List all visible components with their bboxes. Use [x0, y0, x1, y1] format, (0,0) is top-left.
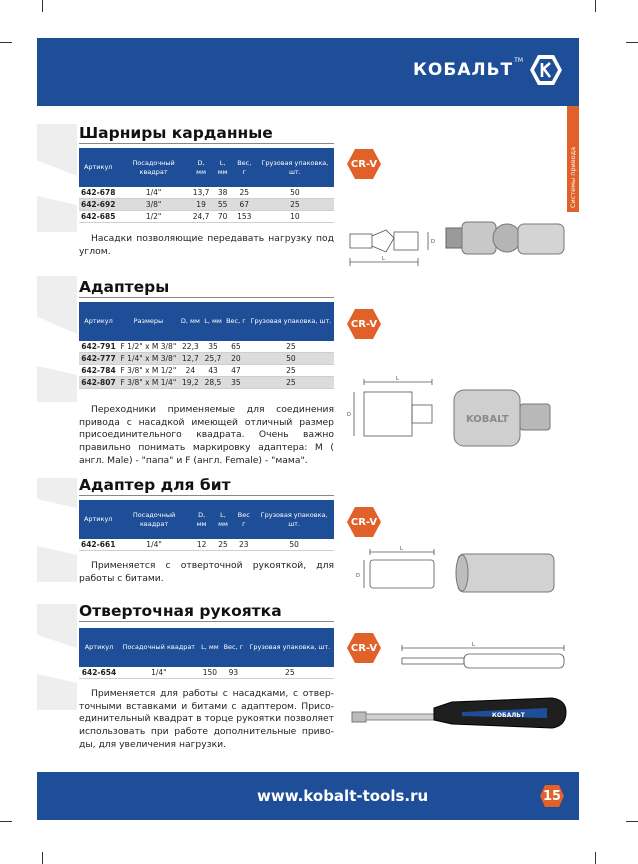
table-cell: 3/8"	[117, 199, 189, 211]
table-cell: 153	[233, 211, 256, 223]
table-cell: 50	[254, 539, 334, 551]
header-bar	[37, 38, 579, 106]
table-cell: 12,7	[179, 353, 202, 365]
column-header: Артикул	[79, 148, 117, 187]
table-cell: 24,7	[190, 211, 213, 223]
table-cell: 35	[224, 377, 248, 389]
table-cell: 25	[248, 365, 334, 377]
crop-mark	[42, 0, 43, 12]
crop-mark	[626, 42, 638, 43]
trademark-symbol: TM	[514, 56, 523, 64]
table-cell: 50	[248, 353, 334, 365]
section-decoration	[37, 478, 77, 508]
table-cell: 1/2"	[117, 211, 189, 223]
section-title: Адаптер для бит	[79, 476, 231, 494]
table-cell: 25	[233, 187, 256, 199]
spec-table	[79, 500, 334, 551]
table-cell: F 1/4" x M 3/8"	[118, 353, 179, 365]
side-tab-label: Системы привода	[569, 146, 577, 208]
table-cell: 642-661	[81, 540, 116, 549]
section-decoration	[37, 604, 77, 648]
dimension-label: L	[400, 546, 403, 552]
section-description	[79, 233, 334, 258]
table-cell: 22,3	[179, 341, 202, 353]
brand-logo	[413, 54, 563, 86]
cr-v-badge	[346, 148, 382, 180]
column-header: Вес, г	[224, 302, 248, 341]
section-decoration	[37, 196, 77, 232]
table-cell: 47	[224, 365, 248, 377]
table-cell: 642-685	[81, 212, 116, 221]
product-engraving: КОБАЛЬТ	[492, 712, 525, 719]
table-cell: 25	[213, 539, 234, 551]
column-header: Посадочный квадрат	[117, 148, 189, 187]
table-cell: 93	[221, 667, 246, 679]
table-row	[79, 353, 334, 365]
crop-mark	[595, 0, 596, 12]
dimension-label: L	[472, 642, 475, 648]
table-cell: 50	[256, 187, 334, 199]
table-row	[79, 199, 334, 211]
table-cell: 20	[224, 353, 248, 365]
column-header: Артикул	[79, 500, 117, 539]
table-row	[79, 377, 334, 389]
table-cell: 35	[202, 341, 224, 353]
section-decoration	[37, 276, 77, 334]
cr-v-label: CR-V	[350, 158, 378, 170]
table-cell: 642-777	[79, 353, 118, 365]
cr-v-badge	[346, 308, 382, 340]
screwdriver-photo	[352, 698, 566, 728]
table-cell: 10	[256, 211, 334, 223]
cr-v-label: CR-V	[350, 642, 378, 654]
section-decoration	[37, 124, 77, 176]
table-cell: 65	[224, 341, 248, 353]
section-title: Отверточная рукоятка	[79, 602, 282, 620]
table-cell: 25	[246, 667, 334, 679]
spec-table	[79, 148, 334, 223]
cr-v-label: CR-V	[350, 318, 378, 330]
column-header: D, мм	[190, 148, 213, 187]
column-header: Грузовая упаковка, шт.	[246, 628, 334, 667]
column-header: Посадочный квадрат	[119, 628, 199, 667]
table-cell: 25,7	[202, 353, 224, 365]
dimension-label: D	[347, 412, 351, 418]
table-cell: 25	[248, 377, 334, 389]
column-header: Посадочный квадрат	[117, 500, 190, 539]
section-decoration	[37, 546, 77, 582]
description-text: Насадки позволяющие передавать нагрузку под углом.	[79, 233, 334, 257]
column-header: Грузовая упаковка, шт.	[248, 302, 334, 341]
table-cell: 1/4"	[117, 539, 190, 551]
table-cell: 12	[191, 539, 213, 551]
table-cell: 19	[190, 199, 213, 211]
table-cell: 642-784	[79, 365, 118, 377]
table-cell: 642-807	[79, 377, 118, 389]
table-row	[79, 365, 334, 377]
column-header: Артикул	[79, 628, 119, 667]
table-cell: 25	[248, 341, 334, 353]
page-number-badge	[539, 784, 565, 808]
section-title: Шарниры карданные	[79, 124, 273, 142]
adapter-photo	[454, 390, 550, 446]
footer-bar	[37, 772, 579, 820]
table-cell: 43	[202, 365, 224, 377]
universal-joint-photo	[446, 222, 564, 254]
table-cell: 150	[199, 667, 221, 679]
column-header: D, мм	[191, 500, 213, 539]
table-cell: 70	[212, 211, 232, 223]
section-description	[79, 688, 334, 751]
bit-adapter-diagram	[342, 540, 577, 602]
cr-v-badge	[346, 506, 382, 538]
adapter-diagram	[342, 372, 577, 464]
section-divider	[79, 495, 334, 496]
column-header: Артикул	[79, 302, 118, 341]
spec-table	[79, 302, 334, 389]
column-header: Грузовая упаковка, шт.	[256, 148, 334, 187]
table-cell: 23	[233, 539, 254, 551]
table-row	[79, 187, 334, 199]
section-decoration	[37, 674, 77, 710]
column-header: L, мм	[213, 500, 234, 539]
table-cell: 642-678	[81, 188, 116, 197]
section-description	[79, 560, 334, 585]
table-cell: F 3/8" x M 1/2"	[118, 365, 179, 377]
table-row	[79, 211, 334, 223]
spec-table	[79, 628, 334, 679]
screwdriver-diagram	[342, 634, 577, 752]
column-header: Вес, г	[221, 628, 246, 667]
crop-mark	[0, 42, 12, 43]
table-cell: 1/4"	[117, 187, 189, 199]
table-cell: 24	[179, 365, 202, 377]
table-cell: F 3/8" x M 1/4"	[118, 377, 179, 389]
section-divider	[79, 143, 334, 144]
section-divider	[79, 621, 334, 622]
table-cell: 19,2	[179, 377, 202, 389]
table-row	[79, 341, 334, 353]
description-text: Переходники применяемые для соединения привода с насадкой имеющей отличный размер присоединительного квадрата. Очень важно правильно понимать маркировку адаптера: M ( англ. Male) - "папа" и F (англ. Female) - "мама".	[79, 404, 334, 466]
website-link[interactable]: www.kobalt-tools.ru	[257, 787, 429, 805]
table-cell: 38	[212, 187, 232, 199]
table-cell: 642-791	[79, 341, 118, 353]
dimension-label: D	[431, 239, 435, 245]
description-text: Применяется для работы с насадками, с отвер-точными вставками и битами с адаптером. Присо-единительный квадрат в торце рукоятки позволяет использовать при работе дополнительные приво-ды, для увеличения нагрузки.	[79, 688, 334, 750]
table-cell: 28,5	[202, 377, 224, 389]
cr-v-label: CR-V	[350, 516, 378, 528]
column-header: D, мм	[179, 302, 202, 341]
section-divider	[79, 297, 334, 298]
crop-mark	[0, 821, 12, 822]
page-number: 15	[542, 788, 562, 804]
logo-text: КОБАЛЬТ	[413, 60, 514, 80]
column-header: Размеры	[118, 302, 179, 341]
crop-mark	[595, 852, 596, 864]
table-cell: 642-654	[79, 667, 119, 679]
kobalt-hex-logo-icon	[529, 54, 563, 86]
crop-mark	[42, 852, 43, 864]
description-text: Применяется с отверточной рукояткой, для работы с битами.	[79, 560, 334, 584]
table-cell: 1/4"	[119, 667, 199, 679]
column-header: L, мм	[212, 148, 232, 187]
table-cell: 25	[256, 199, 334, 211]
table-cell: 55	[212, 199, 232, 211]
dimension-label: D	[356, 573, 360, 579]
column-header: L, мм	[202, 302, 224, 341]
table-cell: 642-692	[81, 200, 116, 209]
table-cell: 67	[233, 199, 256, 211]
crop-mark	[626, 821, 638, 822]
column-header: Вес г	[233, 500, 254, 539]
dimension-label: L	[396, 376, 399, 382]
table-row	[79, 539, 334, 551]
table-cell: 13,7	[190, 187, 213, 199]
section-description	[79, 404, 334, 467]
section-decoration	[37, 366, 77, 402]
product-engraving: KOBALT	[466, 414, 509, 425]
column-header: L, мм	[199, 628, 221, 667]
section-title: Адаптеры	[79, 278, 170, 296]
universal-joint-diagram	[342, 212, 577, 270]
table-cell: F 1/2" x M 3/8"	[118, 341, 179, 353]
table-row	[79, 667, 334, 679]
bit-adapter-photo	[456, 554, 554, 592]
section-side-tab	[567, 106, 579, 212]
dimension-label: L	[382, 256, 385, 262]
column-header: Вес, г	[233, 148, 256, 187]
column-header: Грузовая упаковка, шт.	[254, 500, 334, 539]
